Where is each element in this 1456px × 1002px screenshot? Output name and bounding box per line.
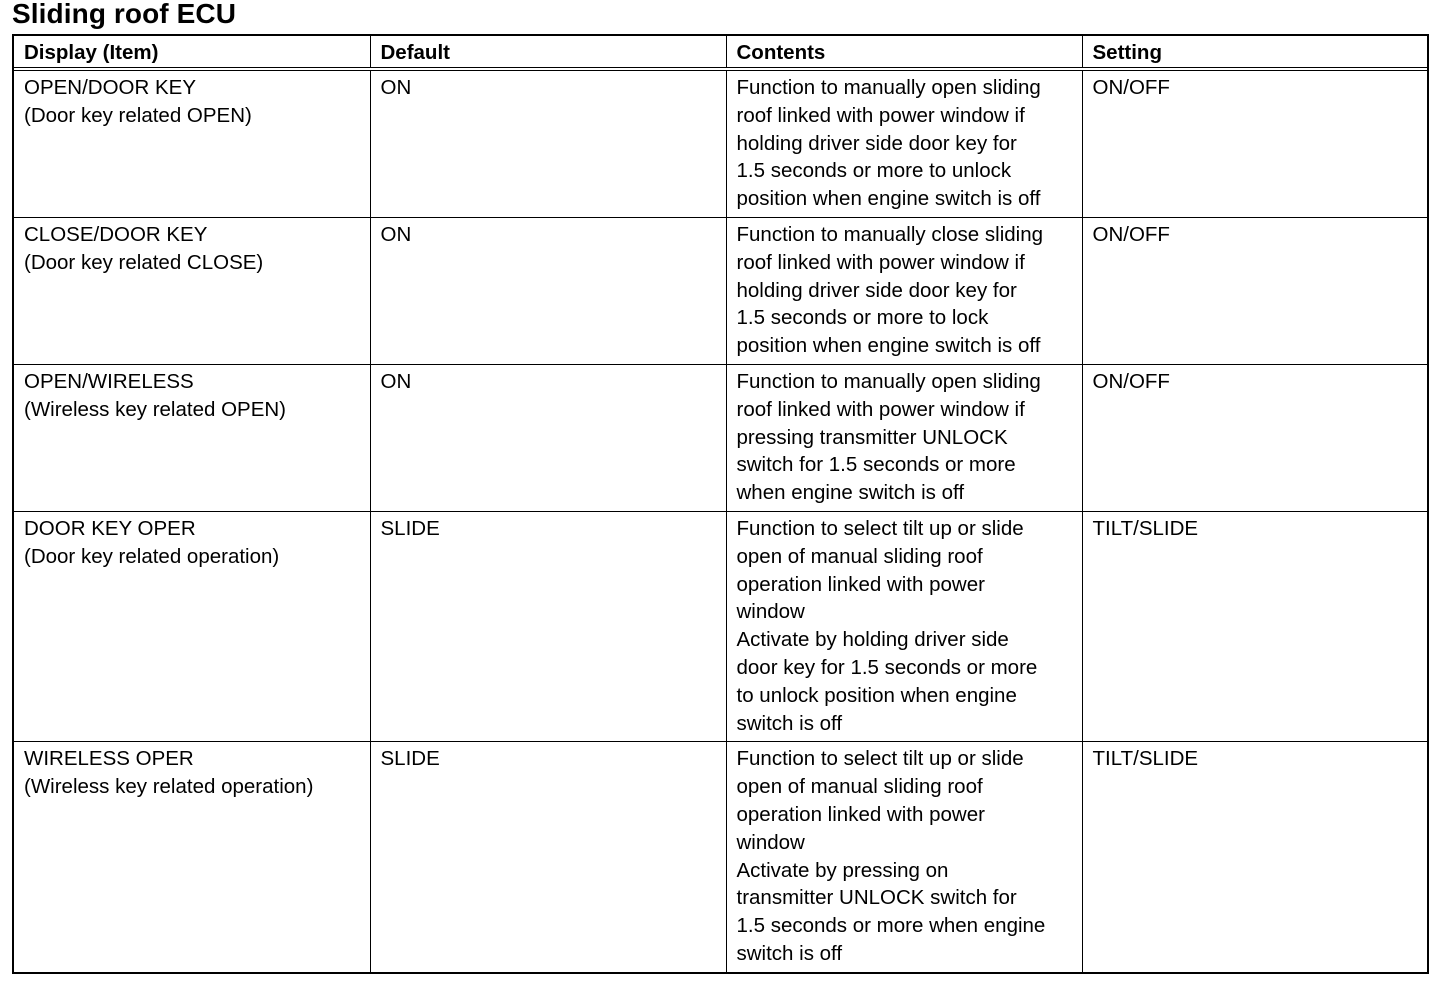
page-title: Sliding roof ECU — [12, 0, 237, 29]
cell-default — [370, 511, 726, 741]
cell-display-item — [14, 511, 370, 741]
contents-line: position when engine switch is off — [736, 187, 1041, 211]
display-item-line: (Wireless key related operation) — [24, 775, 314, 799]
contents-line: operation linked with power — [736, 802, 985, 826]
contents-line: Function to manually open sliding — [736, 369, 1041, 393]
cell-default — [370, 364, 726, 511]
cell-setting — [1082, 742, 1427, 972]
display-item-line: DOOR KEY OPER — [24, 516, 196, 540]
contents-line: 1.5 seconds or more to lock — [736, 306, 989, 330]
contents-line: window — [736, 830, 805, 854]
display-item-line: OPEN/WIRELESS — [24, 369, 194, 393]
setting-value: TILT/SLIDE — [1092, 747, 1199, 771]
display-item-line: (Door key related OPEN) — [24, 103, 252, 127]
table-row — [14, 511, 1427, 741]
table-body — [14, 69, 1427, 972]
display-item-line: (Door key related operation) — [24, 544, 280, 568]
default-value: ON — [380, 222, 412, 246]
display-item-line: (Door key related CLOSE) — [24, 250, 264, 274]
contents-line: roof linked with power window if — [736, 103, 1025, 127]
column-header-display: Display (Item) — [14, 36, 370, 69]
column-header-setting: Setting — [1082, 36, 1427, 69]
contents-line: roof linked with power window if — [736, 250, 1025, 274]
contents-line: holding driver side door key for — [736, 278, 1017, 302]
cell-default — [370, 69, 726, 217]
cell-contents — [726, 217, 1082, 364]
contents-line: switch is off — [736, 941, 843, 965]
settings-table — [14, 36, 1427, 972]
contents-line: Activate by pressing on — [736, 858, 949, 882]
contents-line: operation linked with power — [736, 572, 985, 596]
contents-line: holding driver side door key for — [736, 131, 1017, 155]
contents-line: position when engine switch is off — [736, 334, 1041, 358]
contents-line: pressing transmitter UNLOCK — [736, 425, 1008, 449]
cell-default — [370, 742, 726, 972]
contents-line: Function to select tilt up or slide — [736, 747, 1024, 771]
display-item-line: CLOSE/DOOR KEY — [24, 222, 208, 246]
display-item-line: WIRELESS OPER — [24, 747, 194, 771]
default-value: ON — [380, 369, 412, 393]
cell-display-item — [14, 69, 370, 217]
contents-line: 1.5 seconds or more when engine — [736, 914, 1046, 938]
contents-line: open of manual sliding roof — [736, 544, 983, 568]
column-header-default: Default — [370, 36, 726, 69]
cell-display-item — [14, 217, 370, 364]
cell-default — [370, 217, 726, 364]
contents-line: to unlock position when engine — [736, 683, 1017, 707]
contents-line: Function to manually open sliding — [736, 76, 1041, 99]
contents-line: door key for 1.5 seconds or more — [736, 655, 1038, 679]
default-value: SLIDE — [380, 747, 440, 771]
cell-setting — [1082, 511, 1427, 741]
contents-line: Function to select tilt up or slide — [736, 516, 1024, 540]
table-row — [14, 69, 1427, 217]
settings-table-frame — [12, 34, 1429, 974]
contents-line: switch for 1.5 seconds or more — [736, 453, 1016, 477]
display-item-line: (Wireless key related OPEN) — [24, 397, 287, 421]
cell-display-item — [14, 742, 370, 972]
table-row — [14, 217, 1427, 364]
contents-line: open of manual sliding roof — [736, 775, 983, 799]
setting-value: ON/OFF — [1092, 369, 1170, 393]
display-item-line: OPEN/DOOR KEY — [24, 76, 197, 99]
column-header-contents: Contents — [726, 36, 1082, 69]
contents-line: switch is off — [736, 711, 843, 735]
contents-line: Activate by holding driver side — [736, 628, 1009, 652]
table-header-row — [14, 36, 1427, 69]
setting-value: ON/OFF — [1092, 222, 1170, 246]
default-value: ON — [380, 76, 412, 99]
cell-setting — [1082, 364, 1427, 511]
contents-line: Function to manually close sliding — [736, 222, 1044, 246]
cell-contents — [726, 511, 1082, 741]
cell-contents — [726, 69, 1082, 217]
contents-line: when engine switch is off — [736, 481, 965, 505]
contents-line: transmitter UNLOCK switch for — [736, 886, 1017, 910]
contents-line: 1.5 seconds or more to unlock — [736, 159, 1012, 183]
table-row — [14, 364, 1427, 511]
cell-setting — [1082, 69, 1427, 217]
cell-contents — [726, 742, 1082, 972]
setting-value: ON/OFF — [1092, 76, 1170, 99]
cell-display-item — [14, 364, 370, 511]
cell-contents — [726, 364, 1082, 511]
default-value: SLIDE — [380, 516, 440, 540]
contents-line: window — [736, 600, 805, 624]
setting-value: TILT/SLIDE — [1092, 516, 1199, 540]
cell-setting — [1082, 217, 1427, 364]
contents-line: roof linked with power window if — [736, 397, 1025, 421]
table-row — [14, 742, 1427, 972]
